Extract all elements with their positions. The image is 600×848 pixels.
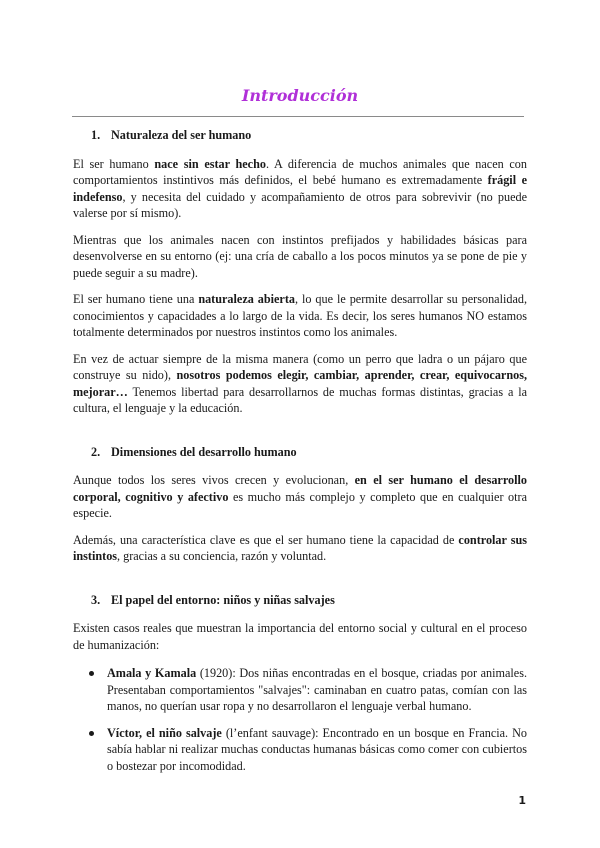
paragraph: El ser humano tiene una naturaleza abierta, lo que le permite desarrollar su personalidad, conocimientos y capacidades a lo largo de la vida. Es decir, los seres humanos NO estamos totalmente determinados por nuestros instintos como los animales. — [73, 292, 527, 339]
section-number: 1. — [91, 128, 101, 142]
paragraph: Mientras que los animales nacen con instintos prefijados y habilidades básicas para desenvolverse en su entorno (ej: una cría de caballo a los pocos minutos ya se pone de pie y puede seguir a su madre). — [73, 232, 527, 280]
section-heading-1 — [73, 127, 527, 144]
list-item: Amala y Kamala (1920): Dos niñas encontradas en el bosque, criadas por animales. Presentaban comportamientos "salvajes": caminaban en cuatro patas, comían con las manos, no querían usar ropa y no desarrollaron el lenguaje verbal humano. — [73, 665, 527, 715]
list-item: Víctor, el niño salvaje (l’enfant sauvage): Encontrado en un bosque en Francia. No sabía hablar ni realizar muchas conductas humanas básicas como comer con cubiertos o bostezar por incomodidad. — [73, 725, 527, 775]
section-number: 3. — [91, 592, 101, 607]
paragraph: Aunque todos los seres vivos crecen y evolucionan, en el ser humano el desarrollo corporal, cognitivo y afectivo es mucho más complejo y completo que en cualquier otra especie. — [73, 473, 527, 520]
paragraph: En vez de actuar siempre de la misma manera (como un perro que ladra o un pájaro que construye su nido), nosotros podemos elegir, cambiar, aprender, crear, equivocarnos, mejorar… Tenemos libertad para desarrollarnos de muchas formas distintas, gracias a la cultura, el lenguaje y la educación. — [73, 351, 527, 415]
paragraph: Además, una característica clave es que el ser humano tiene la capacidad de controlar sus instintos, gracias a su conciencia, razón y voluntad. — [73, 532, 527, 563]
title-divider — [72, 116, 524, 117]
paragraph: Existen casos reales que muestran la importancia del entorno social y cultural en el proceso de humanización: — [73, 621, 527, 652]
section-heading-3 — [73, 592, 527, 609]
document-body — [73, 119, 527, 774]
section-heading-2 — [73, 444, 527, 461]
section-number: 2. — [91, 444, 101, 459]
section-title: El papel del entorno: niños y niñas salvajes — [111, 592, 335, 607]
bullet-icon — [89, 731, 94, 736]
section-title: Dimensiones del desarrollo humano — [111, 444, 297, 459]
cases-list — [73, 665, 527, 774]
bullet-icon — [89, 671, 94, 676]
paragraph: El ser humano nace sin estar hecho. A diferencia de muchos animales que nacen con comportamientos instintivos más definidos, el bebé humano es extremadamente frágil e indefenso, y necesita del cuidado y acompañamiento de otros para sobrevivir (no puede valerse por sí mismo). — [73, 156, 527, 220]
page-number: 1 — [518, 794, 526, 807]
page-title: Introducción — [241, 86, 359, 105]
section-title: Naturaleza del ser humano — [111, 128, 252, 142]
